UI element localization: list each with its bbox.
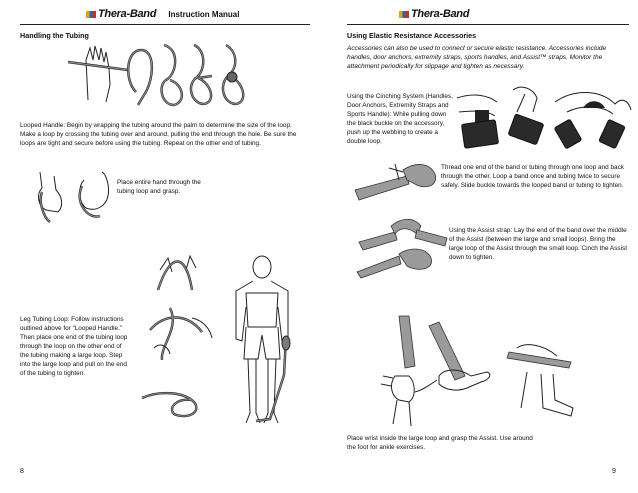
standing-figure-illustration — [226, 255, 306, 430]
thread-band-text: Thread one end of the band or tubing through one loop and back through the other. Loop a band once and tubing twice to secure safely. Slide buckle towards the looped band or tubing to tighten. — [441, 164, 624, 189]
header-rule — [347, 24, 629, 25]
page-number-left: 8 — [20, 468, 24, 475]
accessories-intro-text: Accessories can also be used to connect or secure elastic resistance. Accessories include handles, door anchors, extremity straps, sports handles, and Assist™ straps. Monitor the attachment periodically for slippage and tighten as necessary. — [347, 45, 607, 70]
section-title-handling: Handling the Tubing — [20, 31, 89, 40]
leg-loop-knot-illustration — [140, 250, 220, 426]
hand-grasp-illustration — [34, 172, 114, 224]
header-title: Instruction Manual — [168, 10, 240, 19]
hand-grasp-text: Place entire hand through the tubing loop and grasp. — [117, 179, 201, 195]
page-number-right: 9 — [612, 468, 616, 475]
left-header — [86, 8, 239, 20]
right-page — [319, 0, 638, 493]
wrist-assist-illustration — [375, 316, 575, 432]
wrist-assist-text: Place wrist inside the large loop and grasp the Assist. Use around the foot for ankle exercises. — [347, 435, 533, 451]
section-title-accessories: Using Elastic Resistance Accessories — [347, 31, 477, 40]
cinching-system-text: Using the Cinching System (Handles, Door Anchors, Extremity Straps and Sports Handle): While pulling down the black buckle on the accessory, push up the webbing to create a double loop. — [347, 93, 453, 145]
cinching-illustration — [455, 82, 633, 148]
leg-loop-text: Leg Tubing Loop: Follow instructions outlined above for “Looped Handle.” Then place one end of the tubing loop through the loop on the other end of the tubing making a large loop. Step into the large loop and pull on the end of the tubing to tighten. — [20, 316, 128, 377]
looped-handle-text: Looped Handle: Begin by wrapping the tubing around the palm to determine the size of the loop. Make a loop by crossing the tubing over and around, pulling the end through the hole. Be sure the loops are tight and secure before using the tubing. Repeat on the other end of tubing. — [20, 122, 297, 147]
looped-handle-illustration — [66, 40, 256, 110]
right-header — [399, 8, 469, 20]
theraband-logo: Thera-Band — [399, 8, 469, 20]
band-threading-illustration — [355, 160, 451, 280]
theraband-logo: Thera-Band — [86, 8, 156, 20]
header-rule — [20, 24, 310, 25]
assist-strap-text: Using the Assist strap: Lay the end of the band over the middle of the Assist (between the large and small loops). Bring the large loop of the Assist through the small loop. Cinch the Assist down to tighten. — [449, 227, 627, 261]
